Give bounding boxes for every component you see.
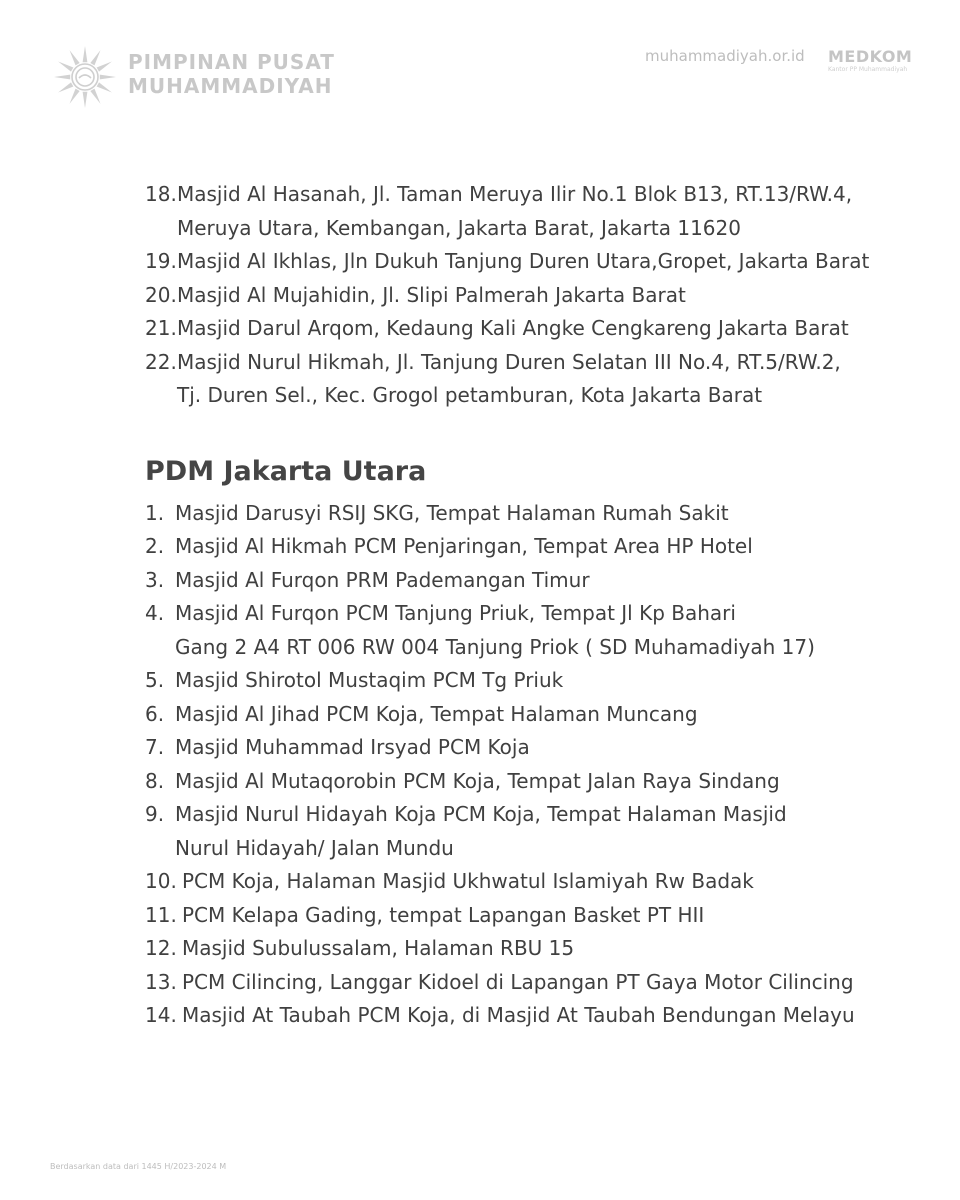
list-item-line: Masjid Darul Arqom, Kedaung Kali Angke Cengkareng Jakarta Barat: [177, 316, 849, 340]
list-item-line: Masjid Shirotol Mustaqim PCM Tg Priuk: [175, 668, 564, 692]
list-item: [145, 564, 935, 598]
logo-ray: [83, 92, 88, 108]
list-item-text: [177, 279, 686, 313]
list-item-line: Masjid Muhammad Irsyad PCM Koja: [175, 735, 530, 759]
list-item-number: 8.: [145, 768, 165, 793]
list-item-text: [175, 664, 563, 698]
org-name-line1: PIMPINAN PUSAT: [128, 50, 335, 74]
logo-ray: [97, 62, 112, 72]
list-item-line: Masjid Al Jihad PCM Koja, Tempat Halaman Muncang: [175, 701, 698, 726]
list-item-line: PCM Kelapa Gading, tempat Lapangan Basket PT HII: [182, 902, 705, 927]
list-item-number: 20.: [145, 282, 177, 307]
org-name-line2: MUHAMMADIYAH: [128, 74, 333, 98]
list-item-number: 1.: [145, 500, 165, 525]
list-item-number: 5.: [145, 668, 165, 692]
list-item-text: [182, 932, 574, 966]
list-item: [145, 798, 935, 865]
list-item-number: 2.: [145, 534, 165, 558]
list-item-text: [175, 698, 698, 732]
list-item-number: 18.: [145, 182, 177, 206]
list-item-line: Masjid Al Mujahidin, Jl. Slipi Palmerah Jakarta Barat: [177, 282, 686, 307]
org-name: [128, 50, 335, 98]
list-item-number: 11.: [145, 902, 177, 927]
list-item: [145, 346, 935, 413]
list-item: [145, 497, 935, 531]
list-item-line: Masjid Al Hikmah PCM Penjaringan, Tempat Area HP Hotel: [175, 534, 753, 558]
medkom-brand: [828, 48, 918, 74]
medkom-title: MEDKOM: [828, 47, 913, 66]
list-item-text: [175, 497, 729, 531]
logo-ray: [97, 82, 112, 92]
list-item-line: Tj. Duren Sel., Kec. Grogol petamburan, Kota Jakarta Barat: [177, 383, 763, 407]
logo-ray: [70, 50, 80, 65]
mosque-list-jakarta-utara: [145, 497, 935, 1033]
list-item-number: 13.: [145, 969, 177, 994]
list-item-number: 9.: [145, 802, 165, 826]
list-item-line: Masjid Nurul Hikmah, Jl. Tanjung Duren Selatan III No.4, RT.5/RW.2,: [177, 349, 841, 374]
list-item-line: Masjid Nurul Hidayah Koja PCM Koja, Tempat Halaman Masjid: [175, 802, 787, 826]
list-item-line: Masjid Al Ikhlas, Jln Dukuh Tanjung Duren Utara,Gropet, Jakarta Barat: [177, 249, 870, 273]
list-item-line: Masjid Al Mutaqorobin PCM Koja, Tempat Jalan Raya Sindang: [175, 768, 780, 793]
footer-note: Berdasarkan data dari 1445 H/2023-2024 M: [50, 1162, 227, 1171]
list-item-text: [177, 245, 869, 279]
logo-ray: [58, 82, 73, 92]
list-item-line: Masjid Al Furqon PCM Tanjung Priuk, Tempat Jl Kp Bahari: [175, 601, 736, 625]
mosque-list-continued: [145, 178, 935, 413]
list-item-text: [175, 564, 590, 598]
list-item-line: Masjid Darusyi RSIJ SKG, Tempat Halaman Rumah Sakit: [175, 500, 729, 525]
list-item-text: [175, 597, 815, 664]
list-item: [145, 245, 935, 279]
list-item: [145, 899, 935, 933]
section-title: PDM Jakarta Utara: [145, 455, 427, 487]
list-item-number: 21.: [145, 316, 177, 340]
list-item-line: PCM Cilincing, Langgar Kidoel di Lapangan PT Gaya Motor Cilincing: [182, 969, 854, 994]
logo-ray: [90, 89, 100, 104]
list-item-number: 19.: [145, 249, 177, 273]
list-item-number: 14.: [145, 1003, 177, 1027]
list-item-text: [175, 765, 780, 799]
list-item: [145, 932, 935, 966]
list-item-number: 7.: [145, 735, 165, 759]
list-item-text: [175, 798, 787, 865]
list-item-text: [182, 999, 855, 1033]
logo-ray: [100, 75, 116, 80]
list-item-text: [177, 312, 849, 346]
logo-ray: [90, 50, 100, 65]
list-item-text: [177, 178, 852, 245]
list-item: [145, 597, 935, 664]
list-item-line: Meruya Utara, Kembangan, Jakarta Barat, Jakarta 11620: [177, 215, 741, 240]
list-item-line: PCM Koja, Halaman Masjid Ukhwatul Islamiyah Rw Badak: [182, 869, 754, 893]
list-item-number: 6.: [145, 701, 165, 726]
list-item-line: Masjid At Taubah PCM Koja, di Masjid At Taubah Bendungan Melayu: [182, 1003, 855, 1027]
list-item: [145, 530, 935, 564]
list-item: [145, 178, 935, 245]
medkom-subtitle: Kantor PP Muhammadiyah: [828, 66, 908, 73]
muhammadiyah-sun-logo-icon: [50, 42, 120, 112]
list-item: [145, 698, 935, 732]
list-item-text: [182, 966, 854, 1000]
list-item: [145, 765, 935, 799]
logo-ray: [70, 89, 80, 104]
list-item-text: [175, 731, 530, 765]
list-item-number: 10.: [145, 869, 177, 893]
list-item-text: [175, 530, 753, 564]
page-header: [0, 0, 960, 120]
list-item: [145, 664, 935, 698]
logo-ray: [58, 62, 73, 72]
logo-ray: [83, 46, 88, 62]
list-item: [145, 312, 935, 346]
list-item-text: [177, 346, 841, 413]
list-item-text: [182, 865, 754, 899]
list-item: [145, 966, 935, 1000]
list-item-number: 4.: [145, 601, 165, 625]
list-item: [145, 865, 935, 899]
list-item-line: Gang 2 A4 RT 006 RW 004 Tanjung Priok ( SD Muhamadiyah 17): [175, 634, 815, 659]
list-item: [145, 279, 935, 313]
list-item: [145, 731, 935, 765]
list-item: [145, 999, 935, 1033]
list-item-number: 22.: [145, 349, 177, 374]
logo-ray: [54, 75, 70, 80]
list-item-line: Masjid Subulussalam, Halaman RBU 15: [182, 936, 575, 960]
list-item-line: Masjid Al Hasanah, Jl. Taman Meruya Ilir No.1 Blok B13, RT.13/RW.4,: [177, 182, 853, 206]
list-item-number: 12.: [145, 936, 177, 960]
main-content: [145, 178, 935, 1033]
list-item-text: [182, 899, 704, 933]
site-url: muhammadiyah.or.id: [645, 47, 805, 65]
list-item-number: 3.: [145, 567, 165, 592]
list-item-line: Nurul Hidayah/ Jalan Mundu: [175, 835, 454, 860]
list-item-line: Masjid Al Furqon PRM Pademangan Timur: [175, 567, 590, 592]
